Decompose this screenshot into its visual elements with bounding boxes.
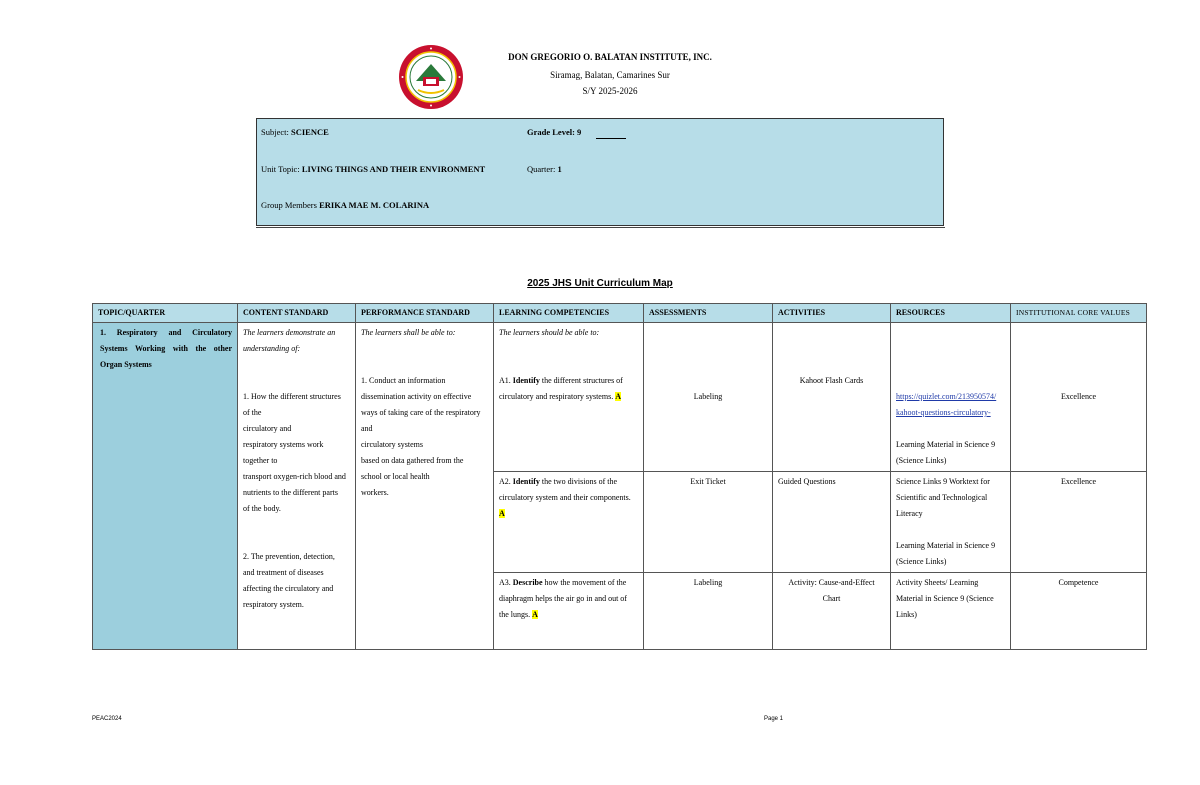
- footer-page-number: Page 1: [764, 716, 784, 722]
- competency-cell-a2: [494, 472, 644, 573]
- subject-value: SCIENCE: [290, 127, 329, 137]
- quarter-value: 1: [557, 164, 562, 174]
- content-line: affecting the circulatory and: [243, 584, 334, 593]
- content-line: respiratory system.: [243, 600, 304, 609]
- school-address: Siramag, Balatan, Camarines Sur: [550, 70, 670, 80]
- competency-verb: Identify: [512, 376, 540, 385]
- grade-value: 9: [577, 127, 582, 137]
- activity-text: Kahoot Flash Cards: [799, 376, 864, 385]
- resource-text: Activity Sheets/ Learning: [896, 578, 979, 587]
- group-members-label: Group Members: [261, 200, 320, 210]
- resource-text: Science Links 9 Worktext for: [896, 477, 990, 486]
- group-members-value: ERIKA MAE M. COLARINA: [319, 200, 430, 210]
- competency-text: circulatory system and their components.: [499, 493, 631, 502]
- table-row: [93, 323, 1147, 472]
- content-line: together to: [243, 456, 278, 465]
- group-members-field: [261, 200, 429, 210]
- assessment-cell-a1: [644, 323, 773, 472]
- resource-cell-a1: [891, 323, 1011, 472]
- resource-text: Scientific and Technological: [896, 493, 988, 502]
- column-header-learning-competencies: LEARNING COMPETENCIES: [494, 304, 644, 323]
- competency-text: the lungs.: [499, 610, 533, 619]
- competency-text: the two divisions of the: [539, 477, 618, 486]
- content-standard-item-1: [243, 389, 350, 517]
- performance-line: school or local health: [361, 472, 430, 481]
- competency-code: A2.: [499, 477, 513, 486]
- performance-line: dissemination activity on effective: [361, 392, 472, 401]
- content-line: of the: [243, 408, 262, 417]
- school-seal-logo: [398, 44, 464, 110]
- unit-topic-field: [261, 164, 485, 174]
- column-header-topic: TOPIC/QUARTER: [93, 304, 238, 323]
- activity-text: Activity: Cause-and-Effect: [788, 578, 875, 587]
- core-value-text: Excellence: [1060, 477, 1097, 486]
- content-standard-cell: [238, 323, 356, 650]
- core-value-cell-a1: [1011, 323, 1147, 472]
- content-line: 1. How the different structures: [243, 392, 341, 401]
- assessment-text: Labeling: [693, 578, 723, 587]
- performance-line: 1. Conduct an information: [361, 376, 446, 385]
- core-value-text: Competence: [1058, 578, 1099, 587]
- core-value-cell-a3: [1011, 573, 1147, 650]
- column-header-assessments: ASSESSMENTS: [644, 304, 773, 323]
- resource-cell-a2: [891, 472, 1011, 573]
- footer-left-text: PEAC2024: [92, 716, 122, 722]
- competency-code: A3.: [499, 578, 513, 587]
- subject-label: Subject:: [261, 127, 291, 137]
- core-value-text: Excellence: [1060, 392, 1097, 401]
- activity-cell-a2: [773, 472, 891, 573]
- core-value-cell-a2: [1011, 472, 1147, 573]
- grade-underline: [596, 138, 626, 139]
- content-line: transport oxygen-rich blood and: [243, 472, 346, 481]
- assessment-text: Exit Ticket: [690, 477, 726, 486]
- quizlet-link-continued[interactable]: kahoot-questions-circulatory-: [896, 408, 991, 417]
- performance-standard-item-1: [361, 373, 488, 501]
- competency-cell-a1: [494, 323, 644, 472]
- quarter-field: [527, 164, 562, 174]
- table-header-row: [93, 304, 1147, 323]
- grade-label: Grade Level:: [527, 127, 578, 137]
- resource-text: (Science Links): [896, 557, 947, 566]
- competency-intro: The learners should be able to:: [499, 328, 600, 337]
- column-header-performance-standard: PERFORMANCE STANDARD: [356, 304, 494, 323]
- quizlet-link[interactable]: https://quizlet.com/213950574/: [896, 392, 997, 401]
- resource-text: Material in Science 9 (Science: [896, 594, 994, 603]
- column-header-resources: RESOURCES: [891, 304, 1011, 323]
- column-header-activities: ACTIVITIES: [773, 304, 891, 323]
- activity-text: Guided Questions: [778, 477, 836, 486]
- subject-field: [261, 127, 329, 137]
- resource-text: (Science Links): [896, 456, 947, 465]
- resource-text: Learning Material in Science 9: [896, 440, 996, 449]
- assessment-cell-a2: [644, 472, 773, 573]
- activity-cell-a1: [773, 323, 891, 472]
- unit-topic-label: Unit Topic:: [261, 164, 302, 174]
- competency-text: circulatory and respiratory systems.: [499, 392, 616, 401]
- resource-cell-a3: [891, 573, 1011, 650]
- content-line: 2. The prevention, detection,: [243, 552, 335, 561]
- assessment-cell-a3: [644, 573, 773, 650]
- content-standard-intro: The learners demonstrate an understanding of:: [243, 328, 336, 353]
- performance-line: circulatory systems: [361, 440, 423, 449]
- content-line: respiratory systems work: [243, 440, 324, 449]
- performance-standard-cell: [356, 323, 494, 650]
- content-standard-item-2: [243, 549, 350, 613]
- activity-cell-a3: [773, 573, 891, 650]
- resource-text: Learning Material in Science 9: [896, 541, 996, 550]
- competency-cell-a3: [494, 573, 644, 650]
- competency-mark: A: [532, 610, 538, 619]
- subject-info-box: [256, 118, 944, 226]
- topic-cell: 1. Respiratory and Circulatory Systems Working with the other Organ Systems: [93, 323, 238, 650]
- content-line: circulatory and: [243, 424, 292, 433]
- content-line: nutrients to the different parts: [243, 488, 338, 497]
- competency-verb: Describe: [512, 578, 543, 587]
- content-line: of the body.: [243, 504, 281, 513]
- column-header-core-values: INSTITUTIONAL CORE VALUES: [1011, 304, 1147, 323]
- competency-verb: Identify: [512, 477, 540, 486]
- grade-level-field: [527, 127, 581, 137]
- performance-line: and: [361, 424, 373, 433]
- competency-code: A1.: [499, 376, 513, 385]
- performance-line: workers.: [361, 488, 389, 497]
- competency-text: how the movement of the: [542, 578, 627, 587]
- competency-text: diaphragm helps the air go in and out of: [499, 594, 627, 603]
- competency-mark: A: [499, 509, 505, 518]
- performance-line: ways of taking care of the respiratory: [361, 408, 481, 417]
- activity-text: Chart: [822, 594, 841, 603]
- resource-text: Literacy: [896, 509, 923, 518]
- performance-standard-intro: The learners shall be able to:: [361, 328, 456, 337]
- school-name: DON GREGORIO O. BALATAN INSTITUTE, INC.: [508, 52, 712, 62]
- competency-mark: A: [615, 392, 621, 401]
- curriculum-map-table: [92, 303, 1147, 650]
- curriculum-map-title: 2025 JHS Unit Curriculum Map: [527, 278, 673, 289]
- quarter-label: Quarter:: [527, 164, 558, 174]
- school-year: S/Y 2025-2026: [582, 86, 638, 96]
- content-line: and treatment of diseases: [243, 568, 324, 577]
- column-header-content-standard: CONTENT STANDARD: [238, 304, 356, 323]
- resource-text: Links): [896, 610, 917, 619]
- competency-text: the different structures of: [539, 376, 623, 385]
- performance-line: based on data gathered from the: [361, 456, 464, 465]
- assessment-text: Labeling: [693, 392, 723, 401]
- unit-topic-value: LIVING THINGS AND THEIR ENVIRONMENT: [301, 164, 486, 174]
- info-box-divider: [256, 227, 945, 228]
